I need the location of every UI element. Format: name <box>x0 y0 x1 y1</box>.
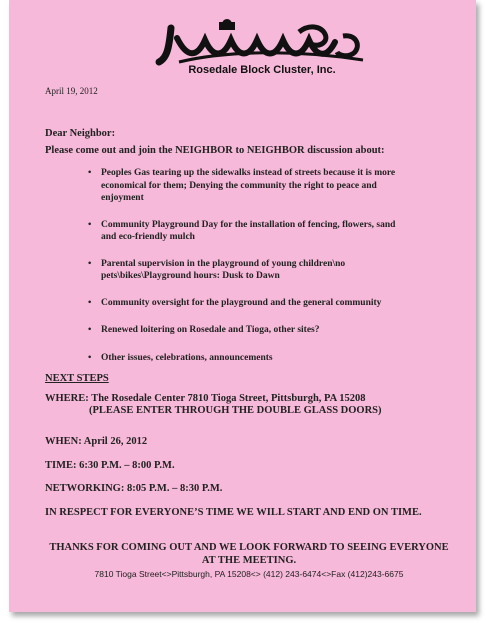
intro-text: Please come out and join the NEIGHBOR to NEIGHBOR discussion about: <box>45 145 385 156</box>
bullet-icon: • <box>88 219 92 230</box>
thanks-note: THANKS FOR COMING OUT AND WE LOOK FORWARD TO SEEING EVERYONE AT THE MEETING. <box>49 542 449 566</box>
salutation: Dear Neighbor: <box>45 128 116 139</box>
networking-line: NETWORKING: 8:05 P.M. – 8:30 P.M. <box>45 483 223 494</box>
agenda-line: enjoyment <box>101 193 144 203</box>
org-name: Rosedale Block Cluster, Inc. <box>188 64 336 76</box>
agenda-list <box>88 163 441 364</box>
when-line: WHEN: April 26, 2012 <box>45 436 148 447</box>
time-line: TIME: 6:30 P.M. – 8:00 P.M. <box>45 460 175 471</box>
next-steps-heading: NEXT STEPS <box>45 373 109 384</box>
agenda-line: Renewed loitering on Rosedale and Tioga, other sites? <box>101 325 320 335</box>
bullet-icon: • <box>88 297 92 308</box>
agenda-line: pets\bikes\Playground hours: Dusk to Dawn <box>101 271 280 281</box>
letter-date: April 19, 2012 <box>45 86 98 96</box>
flyer-page <box>9 0 476 612</box>
contact-footer: 7810 Tioga Street<>Pittsburgh, PA 15208<> (412) 243-6474<>Fax (412)243-6675 <box>94 569 404 579</box>
agenda-item <box>88 167 441 205</box>
where-line: WHERE: The Rosedale Center 7810 Tioga Street, Pittsburgh, PA 15208 <box>45 393 366 404</box>
bullet-icon: • <box>88 168 92 178</box>
enter-note: (PLEASE ENTER THROUGH THE DOUBLE GLASS DOORS) <box>89 405 382 416</box>
agenda-item <box>88 324 441 337</box>
bullet-icon: • <box>88 258 92 269</box>
agenda-line: Other issues, celebrations, announcements <box>101 352 273 363</box>
agenda-line: and eco-friendly mulch <box>101 232 195 242</box>
agenda-line: Community oversight for the playground and the general community <box>101 297 382 308</box>
agenda-item <box>88 352 441 365</box>
respect-note: IN RESPECT FOR EVERYONE’S TIME WE WILL START AND END ON TIME. <box>45 507 422 518</box>
bullet-icon: • <box>88 352 92 363</box>
bullet-icon: • <box>88 325 92 335</box>
agenda-item <box>88 297 441 310</box>
agenda-line: Parental supervision in the playground of young children\no <box>101 258 346 269</box>
agenda-item <box>88 258 441 283</box>
agenda-line: economical for them; Denying the community the right to peace and <box>101 180 377 191</box>
agenda-line: Community Playground Day for the installation of fencing, flowers, sand <box>101 219 396 230</box>
agenda-line: Peoples Gas tearing up the sidewalks instead of streets because it is more <box>101 168 396 178</box>
agenda-item <box>88 219 441 244</box>
